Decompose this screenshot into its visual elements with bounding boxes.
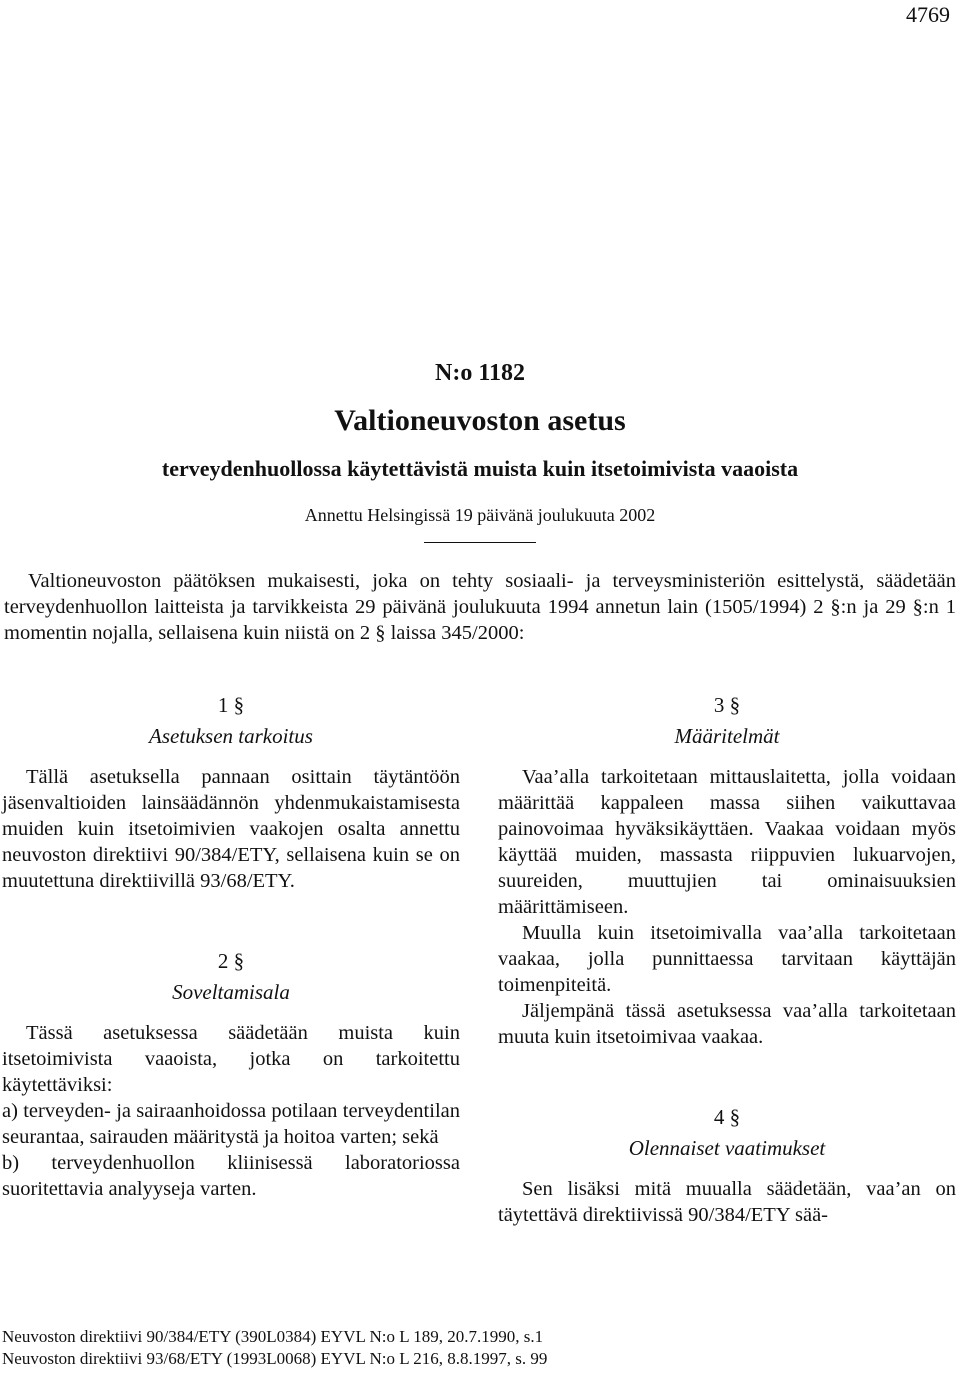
- section-2-title: Soveltamisala: [172, 980, 290, 1004]
- preamble: Valtioneuvoston päätöksen mukaisesti, joka on tehty sosiaali- ja terveysministeriön esittelystä, säädetään terveydenhuollon laitteista ja tarvikkeista 29 päivänä joulukuuta 1994 annetun lain (1505/1994) 2 §:n ja 29 §:n 1 momentin nojalla, sellaisena kuin niistä on 2 § laissa 345/2000:: [4, 570, 956, 644]
- document-subtitle: terveydenhuollossa käytettävistä muista kuin itsetoimivista vaaoista: [161, 456, 799, 481]
- left-column: [2, 690, 460, 1202]
- section-3-paragraph-1: Vaa’alla tarkoitetaan mittauslaitetta, jolla voidaan määrittää kappaleen massa siihen vaikuttavaa painovoimaa hyväksikäyttäen. Vaakaa voidaan myös käyttää muiden, massasta riippuvien lukuarvojen, suureiden, muuttujien tai ominaisuuksien määrittämiseen.: [498, 766, 956, 918]
- page-number: 4769: [906, 2, 950, 27]
- section-4-title: Olennaiset vaatimukset: [628, 1136, 826, 1160]
- footnote-1: Neuvoston direktiivi 90/384/ETY (390L0384) EYVL N:o L 189, 20.7.1990, s.1: [2, 1327, 544, 1346]
- right-column: [498, 690, 956, 1228]
- section-2-item-b: b) terveydenhuollon kliinisessä laboratoriossa suoritettavia analyyseja varten.: [2, 1152, 460, 1200]
- section-4-paragraph: Sen lisäksi mitä muualla säädetään, vaa’an on täytettävä direktiivissä 90/384/ETY sää-: [498, 1178, 956, 1226]
- section-3-title: Määritelmät: [674, 724, 780, 748]
- issued-line: Annettu Helsingissä 19 päivänä joulukuuta 2002: [304, 505, 656, 525]
- section-3-number: 3 §: [713, 693, 741, 717]
- statute-number: N:o 1182: [435, 360, 525, 386]
- title-divider: [424, 542, 536, 543]
- section-1-paragraph: Tällä asetuksella pannaan osittain täytäntöön jäsenvaltioiden lainsäädännön yhdenmukaistamisesta muiden kuin itsetoimivien vaakojen osalta annettu neuvoston direktiivi 90/384/ETY, sellaisena kuin se on muutettuna direktiivillä 93/68/ETY.: [2, 766, 460, 892]
- section-1-title: Asetuksen tarkoitus: [149, 724, 313, 748]
- footnotes: [2, 1326, 702, 1370]
- section-2-item-a: a) terveyden- ja sairaanhoidossa potilaan terveydentilan seurantaa, sairauden määritystä ja hoitoa varten; sekä: [2, 1100, 460, 1148]
- section-3-paragraph-2: Muulla kuin itsetoimivalla vaa’alla tarkoitetaan vaakaa, jolla punnittaessa tarvitaan käyttäjän toimenpiteitä.: [498, 922, 956, 996]
- section-1-number: 1 §: [217, 693, 245, 717]
- section-2-intro: Tässä asetuksessa säädetään muista kuin itsetoimivista vaaoista, jotka on tarkoitettu käytettäviksi:: [2, 1022, 460, 1096]
- section-2-number: 2 §: [217, 949, 245, 973]
- section-3-paragraph-3: Jäljempänä tässä asetuksessa vaa’alla tarkoitetaan muuta kuin itsetoimivaa vaakaa.: [498, 1000, 956, 1048]
- document-title: Valtioneuvoston asetus: [334, 404, 626, 437]
- section-4-number: 4 §: [713, 1105, 741, 1129]
- footnote-2: Neuvoston direktiivi 93/68/ETY (1993L0068) EYVL N:o L 216, 8.8.1997, s. 99: [2, 1349, 548, 1368]
